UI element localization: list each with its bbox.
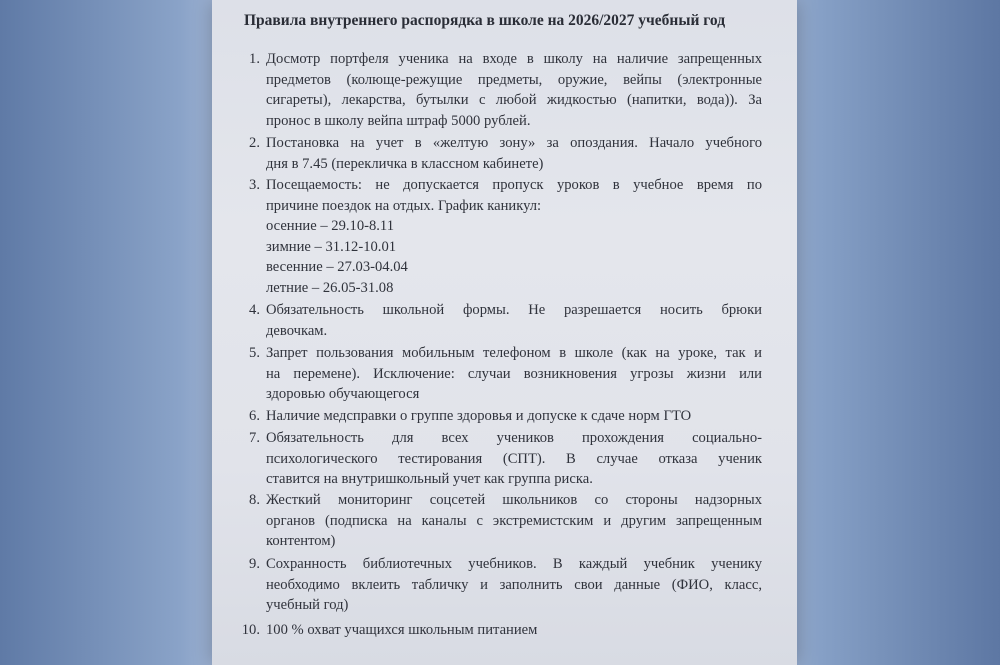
rule-item-5 (234, 343, 762, 405)
rule-text (266, 620, 762, 641)
rule-item-1 (234, 49, 762, 131)
rule-line: на перемене). Исключение: случаи возникновения угрозы жизни или (266, 365, 762, 382)
rule-line: Сохранность библиотечных учебников. В каждый учебник ученику (266, 556, 762, 572)
rule-line: Наличие медсправки о группе здоровья и допуске к сдаче норм ГТО (266, 408, 692, 424)
rule-item-3 (234, 175, 762, 299)
rule-line: 100 % охват учащихся школьным питанием (266, 622, 538, 638)
document-page (212, 0, 797, 665)
rule-line: пронос в школу вейпа штраф 5000 рублей. (266, 112, 531, 129)
rule-text (266, 428, 762, 490)
rule-line: Запрет пользования мобильным телефоном в школе (как на уроке, так и (266, 345, 762, 361)
rule-number: 9. (249, 556, 260, 572)
document-title: Правила внутреннего распорядка в школе на 2026/2027 учебный год (244, 12, 726, 29)
rule-line: предметов (колюще-режущие предметы, оружие, вейпы (электронные (266, 71, 762, 88)
rule-item-4 (234, 300, 762, 341)
rule-line: контентом) (266, 533, 336, 550)
rule-text (266, 49, 762, 131)
rule-number: 5. (249, 345, 260, 361)
holiday-line: весенние – 27.03-04.04 (266, 259, 408, 276)
rule-text (266, 554, 762, 616)
holiday-line: зимние – 31.12-10.01 (266, 238, 397, 255)
rule-text (266, 175, 762, 299)
rule-line: девочкам. (266, 322, 328, 339)
rule-line: психологического тестирования (СПТ). В случае отказа ученик (266, 450, 762, 467)
rule-line: здоровью обучающегося (266, 386, 420, 403)
rule-number: 7. (249, 430, 260, 446)
rule-text (266, 490, 762, 552)
rule-line: учебный год) (266, 597, 349, 614)
rule-line: ставится на внутришкольный учет как группа риска. (266, 471, 593, 488)
rule-line: Досмотр портфеля ученика на входе в школу на наличие запрещенных (266, 51, 762, 67)
rule-number: 6. (249, 408, 260, 424)
rule-text (266, 300, 762, 341)
rule-number: 1. (249, 51, 260, 67)
rule-item-7 (234, 428, 762, 490)
rule-text (266, 133, 762, 174)
rule-line: Постановка на учет в «желтую зону» за опоздания. Начало учебного (266, 135, 762, 151)
rule-text (266, 343, 762, 405)
rule-line: Жесткий мониторинг соцсетей школьников со стороны надзорных (266, 492, 762, 508)
rule-text (266, 406, 762, 427)
rule-item-6 (234, 406, 762, 427)
rule-item-10 (234, 620, 762, 641)
rule-number: 3. (249, 177, 260, 193)
rule-number: 2. (249, 135, 260, 151)
rule-number: 4. (249, 302, 260, 318)
rule-item-8 (234, 490, 762, 552)
rule-line: сигареты), лекарства, бутылки с любой жидкостью (напитки, вода)). За (266, 92, 762, 109)
rule-item-9 (234, 554, 762, 616)
holiday-line: осенние – 29.10-8.11 (266, 218, 394, 235)
holiday-line: летние – 26.05-31.08 (266, 279, 394, 296)
rule-number: 10. (241, 622, 260, 638)
rule-line: необходимо вклеить табличку и заполнить свои данные (ФИО, класс, (266, 576, 762, 593)
rule-line: Посещаемость: не допускается пропуск уроков в учебное время по (266, 177, 762, 193)
rule-line: органов (подписка на каналы с экстремистским и другим запрещенным (266, 512, 762, 529)
rule-line: Обязательность для всех учеников прохождения социально- (266, 430, 762, 446)
rule-line: дня в 7.45 (перекличка в классном кабинете) (266, 155, 544, 172)
rule-line: Обязательность школьной формы. Не разрешается носить брюки (266, 302, 762, 318)
rule-line: причине поездок на отдых. График каникул: (266, 197, 542, 214)
rule-number: 8. (249, 492, 260, 508)
rule-item-2 (234, 133, 762, 174)
